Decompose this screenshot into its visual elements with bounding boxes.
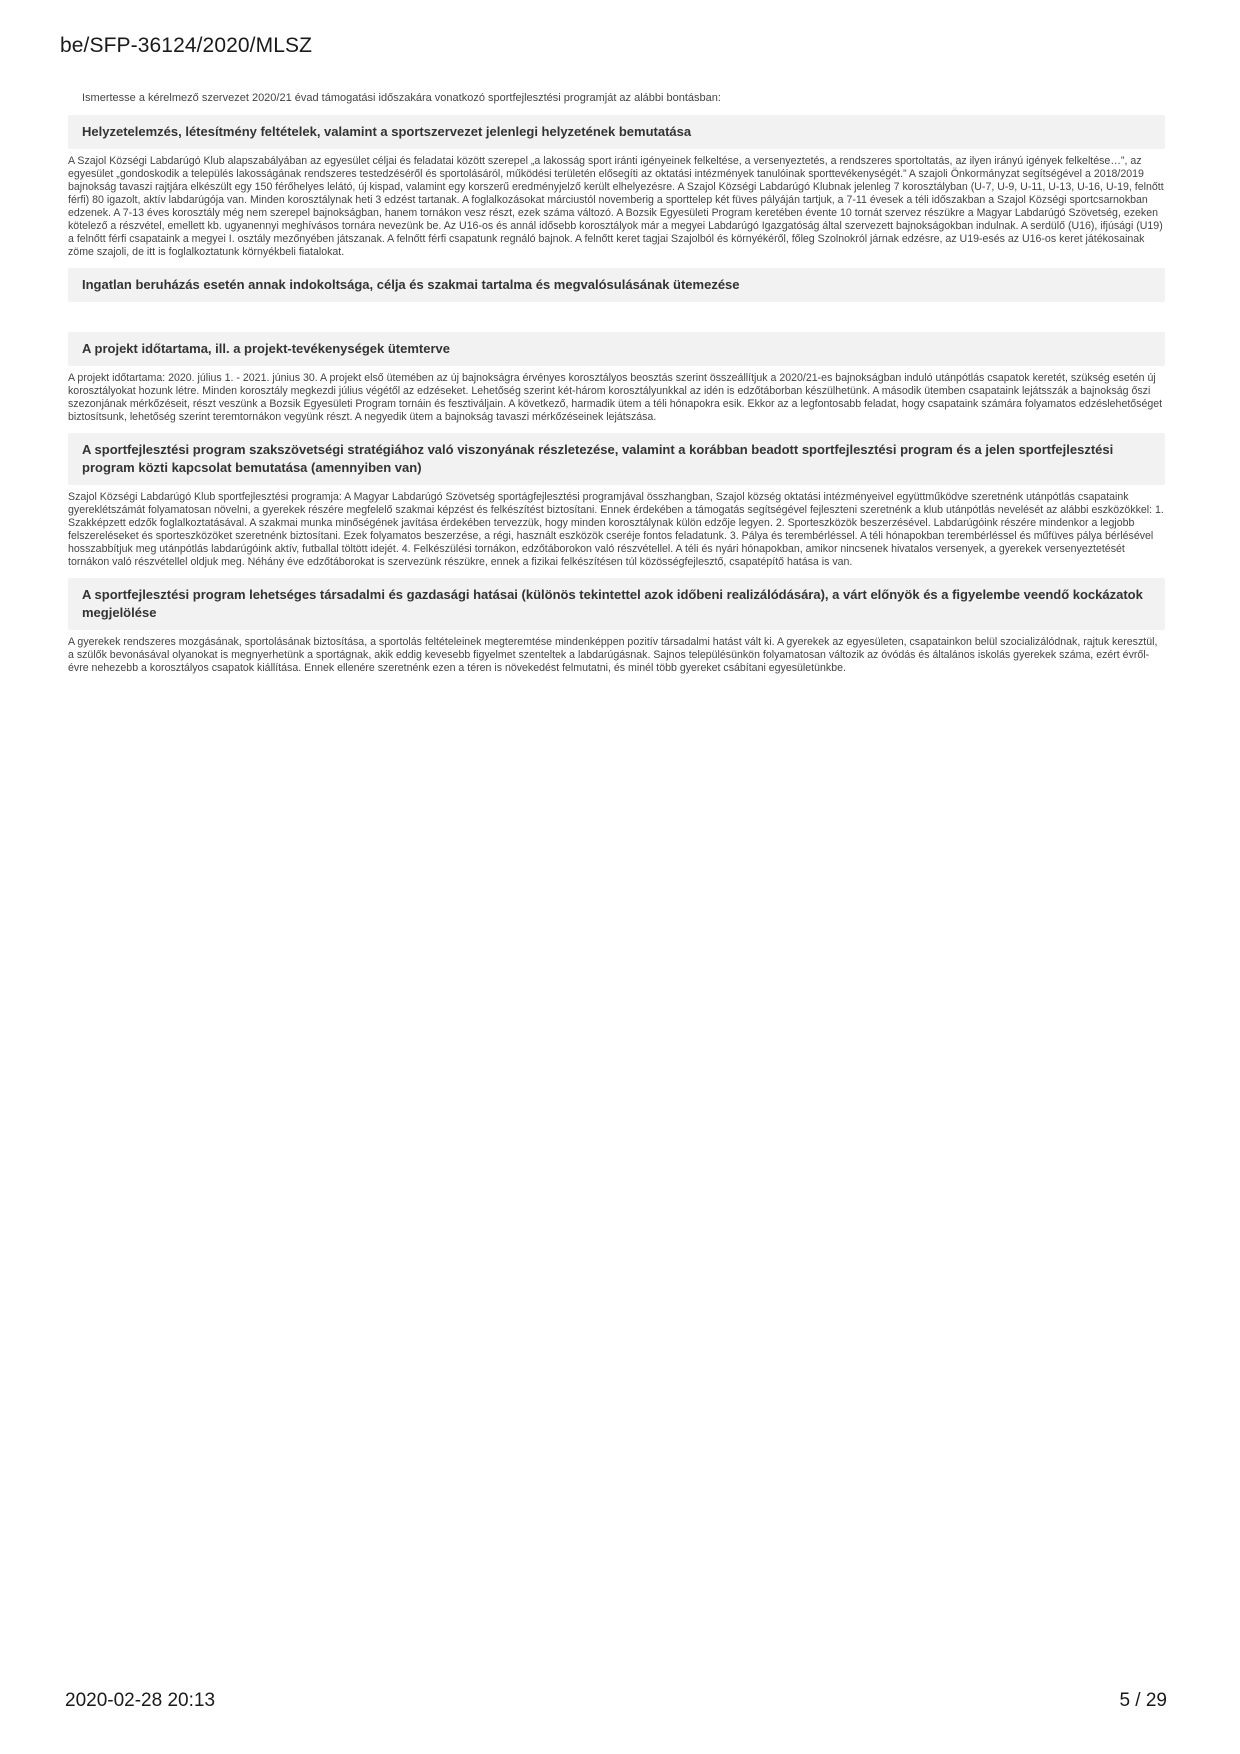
footer-datetime: 2020-02-28 20:13: [65, 1690, 216, 1711]
document-id: be/SFP-36124/2020/MLSZ: [60, 34, 313, 57]
section-text-strategia: Szajol Községi Labdarúgó Klub sportfejlesztési programja: A Magyar Labdarúgó Szövetség sportágfejlesztési programjával összhangban, Szajol község oktatási intézményeivel együttműködve szeretnénk utánpótlás csapataink gyereklétszámát folyamatosan növelni, a gyerekek részére megfelelő szakmai képzést és felkészítést biztosítani. Ennek érdekében a támogatás segítségével fejleszteni szeretnénk a klub utánpótlás nevelését az alábbi eszközökkel: 1. Szakképzett edzők foglalkoztatásával. A szakmai munka minőségének javítása érdekében tervezzük, hogy minden korosztálynak külön edzője legyen. 2. Sporteszközök beszerzésével. Labdarúgóink részére mindenkor a legjobb felszereléseket és sporteszközöket szeretnénk biztosítani. Ezek folyamatos beszerzése, a régi, használt eszközök cseréje fontos feladatunk. 3. Pálya és terembérléssel. A téli hónapokban terembérléssel és műfüves pálya bérlésével hosszabbítjuk meg utánpótlás labdarúgóink aktív, futballal töltött idejét. 4. Felkészülési tornákon, edzőtáborokon való részvétellel. A téli és nyári hónapokban, amikor nincsenek hivatalos versenyek, a gyerekek versenyeztetését tornákon való részvétellel oldjuk meg. Néhány éve edzőtáborokat is szervezünk részükre, ennek a fizikai felkészítésen túl közösségfejlesztő, csapatépítő hatása is van.: [68, 491, 1164, 568]
section-text-hatasok: A gyerekek rendszeres mozgásának, sportolásának biztosítása, a sportolás feltételeinek megteremtése mindenképpen pozitív társadalmi hatást vált ki. A gyerekek az egyesületen, csapatainkon belül szocializálódnak, rajtuk keresztül, a szülők bevonásával olyanokat is megnyerhetünk a sportágnak, akik eddig kevesebb figyelmet szenteltek a labdarúgásnak. Sajnos településünkön folyamatosan változik az óvódás és általános iskolás gyerekek száma, ezért évről-évre nehezebb a korosztályos csapatok kiállítása. Ennek ellenére szeretnénk ezen a téren is növekedést felmutatni, és minél több gyereket csábítani egyesületünkbe.: [68, 636, 1158, 674]
section-heading-helyzetelemzes: Helyzetelemzés, létesítmény feltételek, valamint a sportszervezet jelenlegi helyzetének bemutatása: [68, 115, 1165, 149]
section-heading-strategia: A sportfejlesztési program szakszövetségi stratégiához való viszonyának részletezése, valamint a korábban beadott sportfejlesztési program és a jelen sportfejlesztési program közti kapcsolat bemutatása (amennyiben van): [68, 433, 1165, 485]
section-text-helyzetelemzes: A Szajol Községi Labdarúgó Klub alapszabályában az egyesület céljai és feladatai között szerepel „a lakosság sport iránti igényeinek felkeltése, a versenyeztetés, a rendszeres sportoltatás, az ilyen irányú igények felkeltése…”, az egyesület „gondoskodik a település lakosságának rendszeres testedzéséről és sportolásáról, működési területén elősegíti az oktatási intézmények tanulóinak sporttevékenységét.” A szajoli Önkormányzat segítségével a 2018/2019 bajnokság tavaszi rajtjára elkészült egy 150 férőhelyes lelátó, új kispad, valamint egy korszerű eredményjelző került elhelyezésre. A Szajol Községi Labdarúgó Klubnak jelenleg 7 korosztályban (U-7, U-9, U-11, U-13, U-16, U-19, felnőtt férfi) 80 igazolt, aktív labdarúgója van. Minden korosztálynak heti 3 edzést tartanak. A foglalkozásokat márciustól novemberig a sporttelep két füves pályáján tartjuk, a 7-11 évesek a téli időszakban a Szajol Községi sportcsarnokban edzenek. A 7-13 éves korosztály még nem szerepel bajnokságban, hanem tornákon vesz részt, ezek száma változó. A Bozsik Egyesületi Program keretében évente 10 tornát szervez részükre a Magyar Labdarúgó Szövetség, ezeken kötelező a részvétel, emellett kb. ugyanennyi meghívásos tornára nevezünk be. Az U16-os és annál idősebb korosztályok már a megyei Labdarúgó Igazgatóság által szervezett bajnokságokban indulnak. A serdülő (U16), ifjúsági (U19) a felnőtt férfi csapataink a megyei I. osztály mezőnyében játszanak. A felnőtt férfi csapatunk regnáló bajnok. A felnőtt keret tagjai Szajolból és környékéről, főleg Szolnokról járnak edzésre, az U19-esés az U16-os keret játékosainak zöme szajoli, de itt is foglalkoztatunk környékbeli fiatalokat.: [68, 155, 1164, 258]
footer-page-number: 5 / 29: [1119, 1690, 1167, 1711]
section-text-projekt-idotartam: A projekt időtartama: 2020. július 1. - 2021. június 30. A projekt első ütemében az új bajnokságra érvényes korosztályos beosztás szerint összeállítjuk a 2020/21-es bajnokságban induló utánpótlás csapatok keretét, szükség esetén új korosztályokat hozunk létre. Minden korosztály megkezdi július végétől az edzéseket. Lehetőség szerint két-három korosztályunkkal az idén is edzőtáborban készülhetünk. A második ütemben csapataink lejátsszák a bajnokság őszi szezonjának mérkőzéseit, részt veszünk a Bozsik Egyesületi Program tornáin és fesztiváljain. A következő, harmadik ütem a téli hónapokra esik. Ekkor az a legfontosabb feladat, hogy csapataink számára folyamatos edzéslehetőséget biztosítsunk, lehetőség szerint teremtornákon vegyünk részt. A negyedik ütem a bajnokság tavaszi mérkőzéseinek lejátszása.: [68, 372, 1163, 423]
section-text-ingatlan-empty: [68, 308, 1165, 332]
section-heading-ingatlan: Ingatlan beruházás esetén annak indokoltsága, célja és szakmai tartalma és megvalósulásának ütemezése: [68, 268, 1165, 302]
section-heading-projekt-idotartam: A projekt időtartama, ill. a projekt-tevékenységek ütemterve: [68, 332, 1165, 366]
section-heading-hatasok: A sportfejlesztési program lehetséges társadalmi és gazdasági hatásai (különös tekintettel azok időbeni realizálódására), a várt előnyök és a figyelembe veendő kockázatok megjelölése: [68, 578, 1165, 630]
intro-text: Ismertesse a kérelmező szervezet 2020/21 évad támogatási időszakára vonatkozó sportfejlesztési programját az alábbi bontásban:: [82, 92, 721, 104]
document-body: [68, 91, 1165, 684]
